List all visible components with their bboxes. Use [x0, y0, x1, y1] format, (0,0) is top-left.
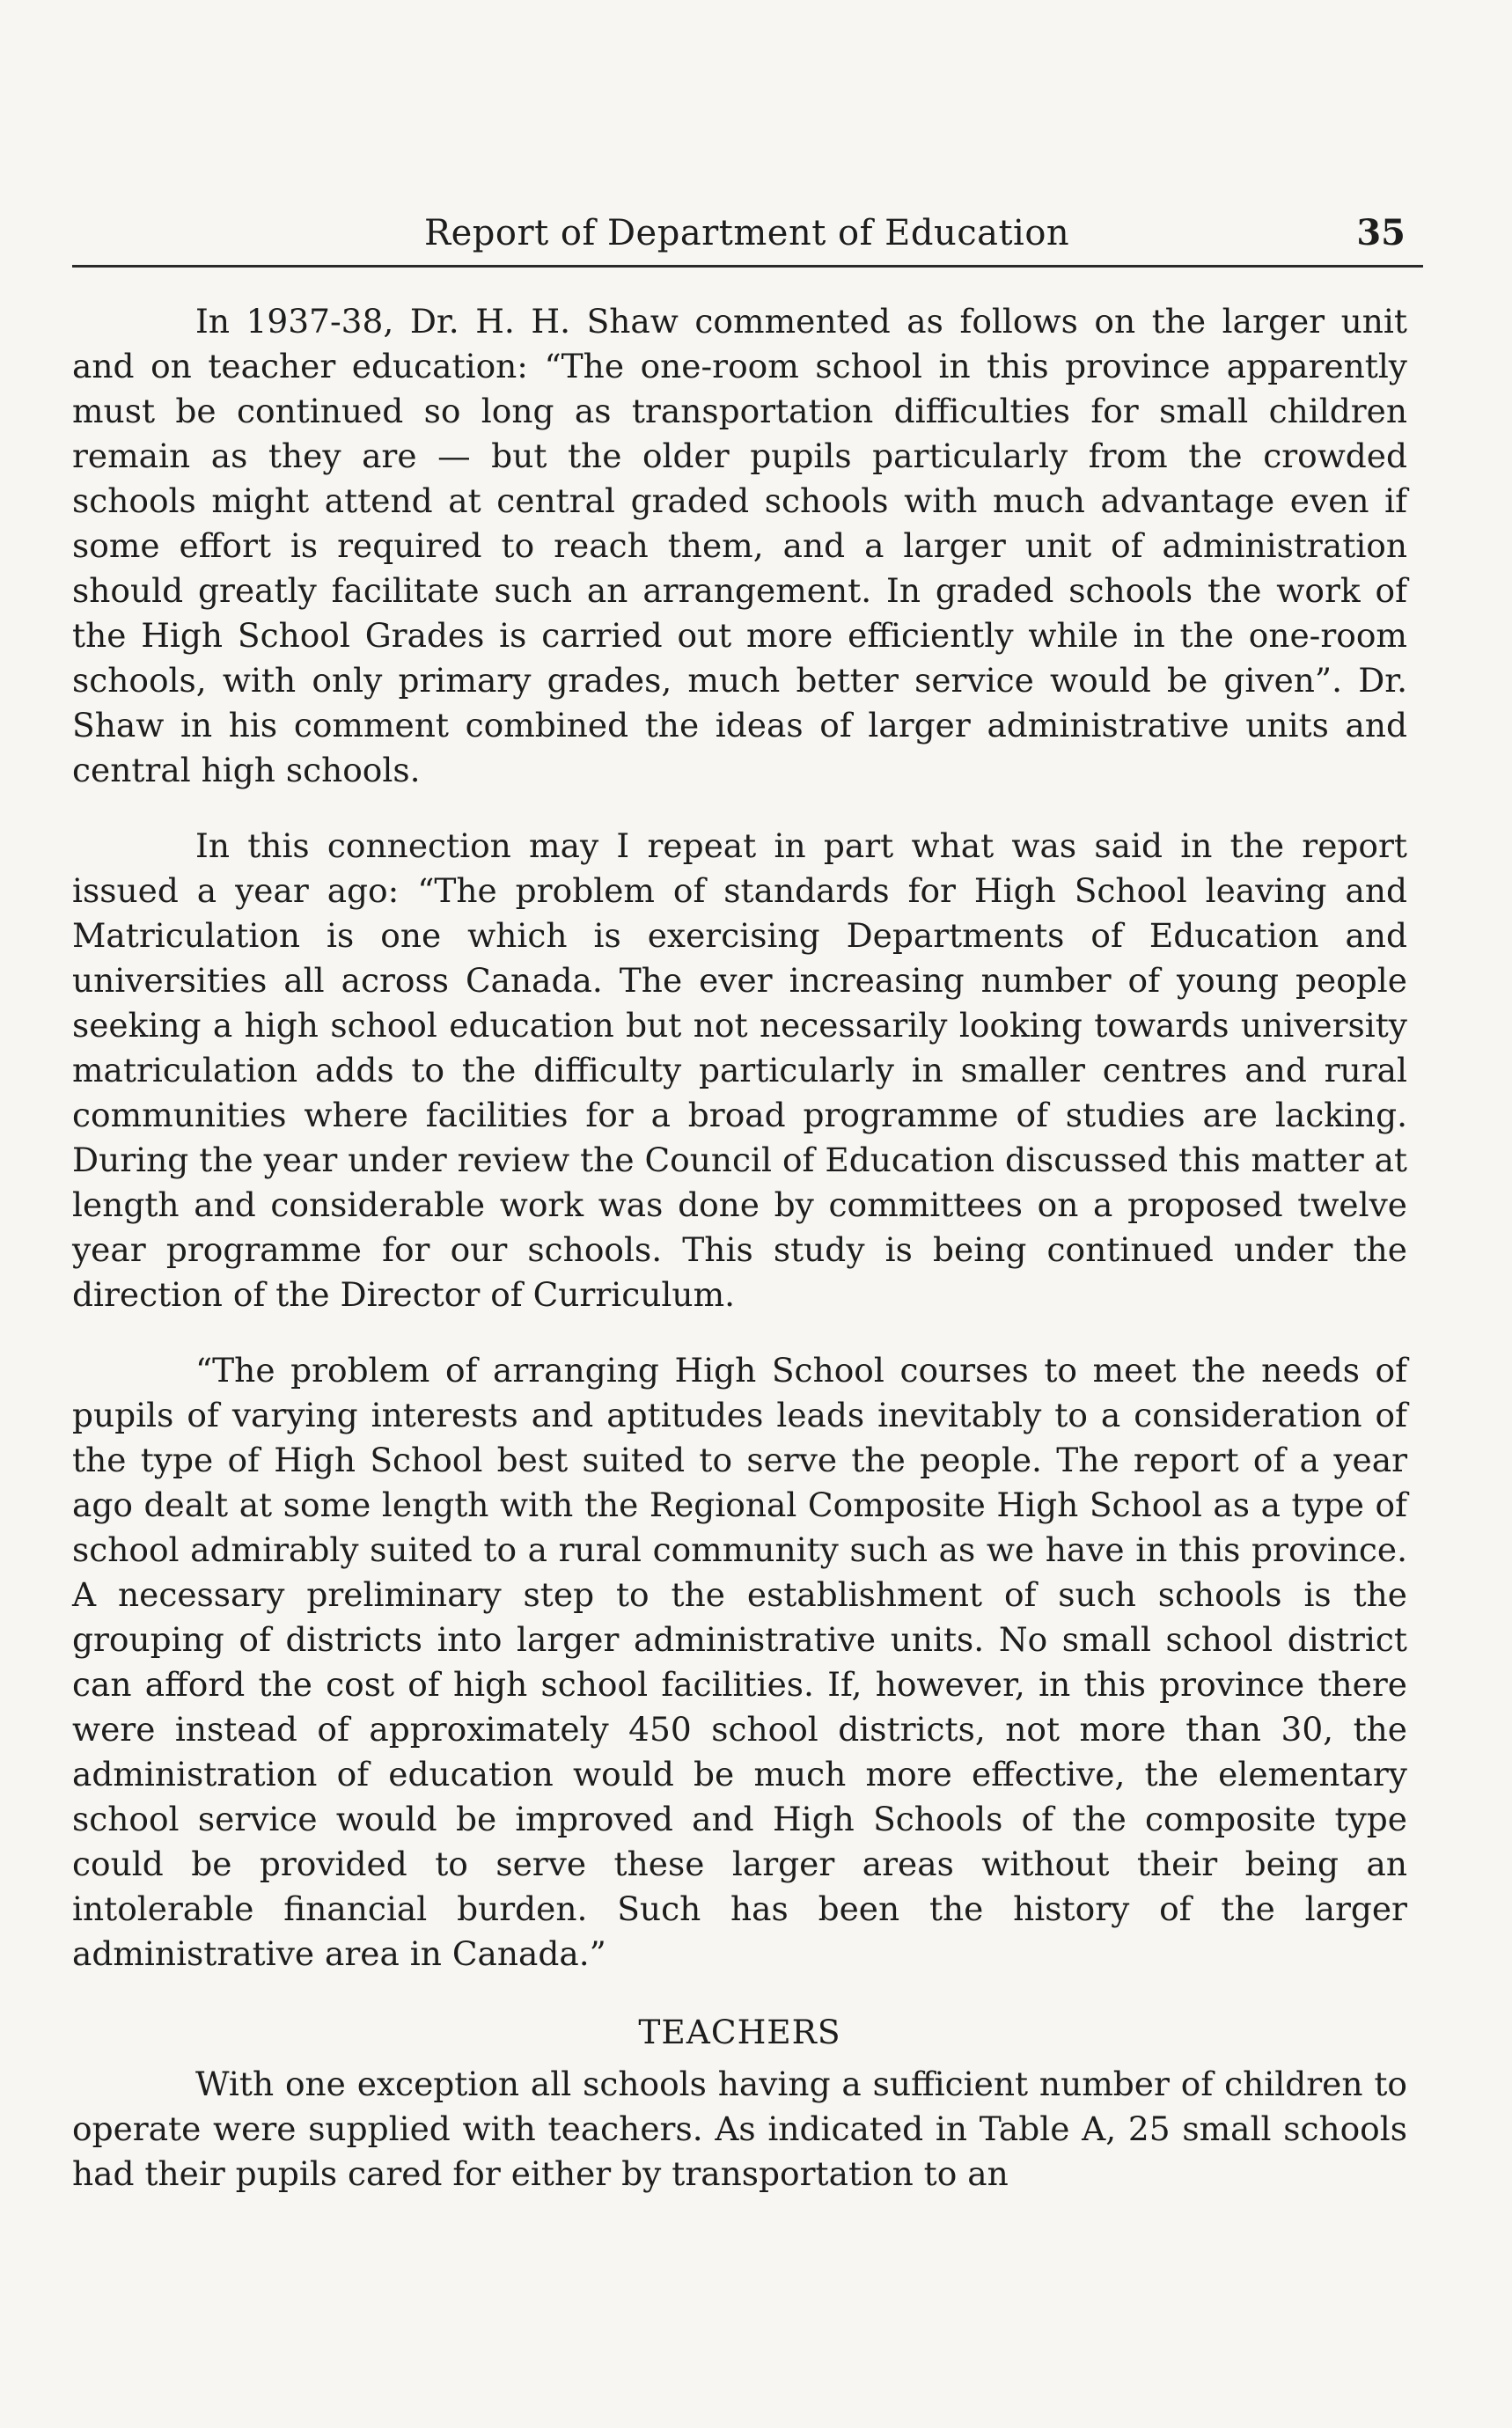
- paragraph-shaw-comment: In 1937-38, Dr. H. H. Shaw commented as follows on the larger unit and on teacher education: “The one-room school in this province apparently must be continued so long as transportation difficulties for small children remain as they are — but the older pupils particularly from the crowded schools might attend at central graded schools with much advantage even if some effort is required to reach them, and a larger unit of administration should greatly facilitate such an arrangement. In graded schools the work of the High School Grades is carried out more efficiently while in the one-room schools, with only primary grades, much better service would be given”. Dr. Shaw in his comment combined the ideas of larger administrative units and central high schools.: [72, 302, 1407, 789]
- paragraph-teachers: With one exception all schools having a sufficient number of children to operate were supplied with teachers. As indicated in Table A, 25 small schools had their pupils cared for either by transportation to an: [72, 2065, 1407, 2193]
- running-title: Report of Department of Education: [424, 213, 1070, 253]
- section-heading-teachers: TEACHERS: [638, 2013, 841, 2051]
- header-rule: [72, 265, 1423, 268]
- page-number: 35: [1356, 212, 1406, 253]
- page-header: [72, 202, 1423, 264]
- paragraph-high-school-courses: “The problem of arranging High School courses to meet the needs of pupils of varying interests and aptitudes leads inevitably to a consideration of the type of High School best suited to serve the people. The report of a year ago dealt at some length with the Regional Composite High School as a type of school admirably suited to a rural community such as we have in this province. A necessary preliminary step to the establishment of such schools is the grouping of districts into larger administrative units. No small school district can afford the cost of high school facilities. If, however, in this province there were instead of approximately 450 school districts, not more than 30, the administration of education would be much more effective, the elementary school service would be improved and High Schools of the composite type could be provided to serve these larger areas without their being an intolerable financial burden. Such has been the history of the larger administrative area in Canada.”: [72, 1351, 1407, 1973]
- body-text: [72, 299, 1407, 2197]
- paragraph-report-quote: In this connection may I repeat in part what was said in the report issued a year ago: “The problem of standards for High School leaving and Matriculation is one which is exercising Departments of Education and universities all across Canada. The ever increasing number of young people seeking a high school education but not necessarily looking towards university matriculation adds to the difficulty particularly in smaller centres and rural communities where facilities for a broad programme of studies are lacking. During the year under review the Council of Education discussed this matter at length and considerable work was done by committees on a proposed twelve year programme for our schools. This study is being continued under the direction of the Director of Curriculum.: [72, 826, 1407, 1314]
